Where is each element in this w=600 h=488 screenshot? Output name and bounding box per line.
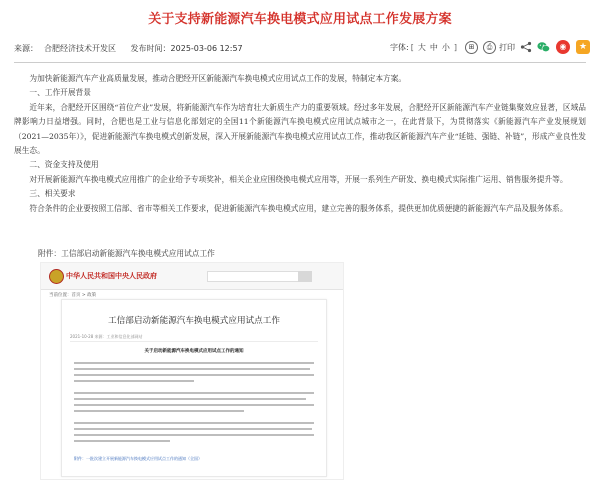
section-2-body: 对开展新能源汽车换电模式应用推广的企业给予专项奖补，相关企业应围绕换电模式应用等，开展一系列生产研发、换电模式实际推广运用、销售服务提升等。: [29, 174, 568, 184]
article-toolbar: 字体: [ 大 中 小 ] ⊞ ⎙ 打印 ◉ ★: [390, 38, 590, 56]
gov-attachment-link: 附件：一批次建立开展新能源汽车换电模式应用试点工作的通知（全国）: [74, 456, 202, 461]
gov-article-heading: 工信部启动新能源汽车换电模式应用试点工作: [108, 316, 280, 326]
article-meta: [14, 43, 249, 54]
print-icon[interactable]: ⎙: [483, 41, 496, 54]
date-label: 发布时间：: [130, 44, 171, 53]
qzone-icon[interactable]: ★: [576, 40, 590, 54]
embedded-screenshot: [40, 262, 344, 480]
gov-text-line: [74, 422, 314, 424]
gov-text-line: [74, 404, 314, 406]
gov-text-line: [74, 380, 194, 382]
gov-site-header: [41, 263, 343, 290]
national-emblem-icon: [49, 269, 64, 284]
date-value: 2025-03-06 12:57: [170, 44, 243, 53]
wechat-icon[interactable]: [537, 41, 550, 53]
gov-article-panel: [61, 299, 327, 477]
gov-article-meta: 2021-10-28 来源：工业和信息化部网站: [70, 334, 143, 339]
print-button[interactable]: 打印: [499, 42, 515, 52]
gov-text-line: [74, 374, 314, 376]
header-divider: [14, 62, 586, 63]
section-1-title: 一、工作开展背景: [29, 88, 91, 98]
gov-text-line: [74, 392, 314, 394]
font-size-label: 字体:: [390, 42, 409, 52]
gov-text-line: [74, 368, 310, 370]
gov-article-divider: [70, 341, 318, 342]
font-small-button[interactable]: 小: [441, 42, 450, 52]
gov-search-button: [298, 271, 312, 282]
gov-search-input: [207, 271, 299, 282]
gov-breadcrumb: 当前位置：首页 > 政策: [49, 293, 97, 298]
gov-site-name: 中华人民共和国中央人民政府: [66, 272, 157, 280]
source-value: 合肥经济技术开发区: [44, 44, 116, 53]
qr-icon[interactable]: ⊞: [465, 41, 478, 54]
gov-text-line: [74, 362, 314, 364]
article-body: [14, 72, 586, 216]
share-icon[interactable]: [520, 41, 532, 53]
intro-paragraph: 为加快新能源汽车产业高质量发展，推动合肥经开区新能源汽车换电模式应用试点工作的发展，特制定本方案。: [29, 74, 407, 83]
gov-notice-title: 关于启动新能源汽车换电模式应用试点工作的通知: [144, 349, 244, 354]
gov-text-line: [74, 434, 314, 436]
source-label: 来源：: [14, 44, 38, 53]
section-3-title: 三、相关要求: [29, 189, 76, 199]
gov-text-line: [74, 398, 306, 400]
attachment-link[interactable]: 附件：工信部启动新能源汽车换电模式应用试点工作: [38, 249, 215, 258]
gov-text-line: [74, 410, 244, 412]
section-2-title: 二、资金支持及使用: [29, 160, 99, 170]
section-3-body: 符合条件的企业要按照工信部、省市等相关工作要求，促进新能源汽车换电模式应用，建立完善的服务体系，提供更加优质便捷的新能源汽车产品及服务体系。: [29, 203, 568, 213]
font-medium-button[interactable]: 中: [429, 42, 438, 52]
gov-text-line: [74, 440, 170, 442]
gov-text-line: [74, 428, 312, 430]
section-1-body: 近年来，合肥经开区围绕“首位产业”发展，将新能源汽车作为培育壮大新质生产力的重要领域。经过多年发展，合肥经开区新能源汽车产业链集聚效应显著，区域品牌影响力日益增强。同时，合肥也是工业与信息化部划定的全国11个新能源汽车换电模式应用试点城市之一，在此背景下，为贯彻落实《新能源汽车产业发展规划（2021—2035年）》，促进新能源汽车换电模式创新发展，深入开展新能源汽车换电模式应用试点工作，推动我区新能源汽车产业“延链、强链、补链”，形成产业良性发展生态。: [14, 102, 586, 156]
article-title: 关于支持新能源汽车换电模式应用试点工作发展方案: [148, 12, 452, 27]
font-large-button[interactable]: 大: [417, 42, 426, 52]
weibo-icon[interactable]: ◉: [556, 40, 570, 54]
